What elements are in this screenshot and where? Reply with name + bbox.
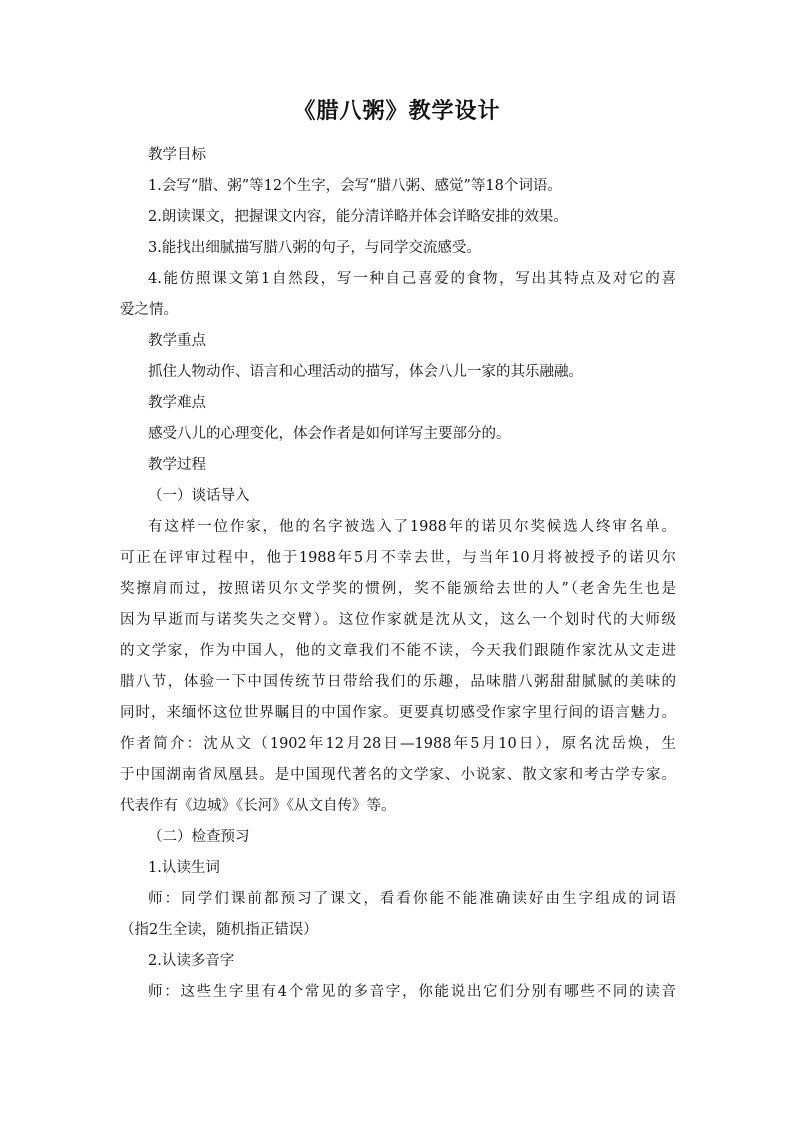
intro-paragraph-line-5: 的文学家，作为中国人，他的文章我们不能不读，今天我们跟随作家沈从文走进 — [120, 643, 676, 659]
goal-4-line-2: 爱之情。 — [120, 302, 178, 318]
intro-paragraph-line-4: 因为早逝而与诺奖失之交臂）。这位作家就是沈从文，这么一个划时代的大师级 — [120, 612, 676, 628]
section-intro-heading: （一）谈话导入 — [148, 488, 250, 504]
intro-paragraph-line-7: 同时，来缅怀这位世界瞩目的中国作家。更要真切感受作家字里行间的语言魅力。 — [120, 705, 676, 721]
section-preview-heading: （二）检查预习 — [148, 829, 250, 845]
preview-text-1-line-1: 师：同学们课前都预习了课文，看看你能不能准确读好由生字组成的词语 — [148, 891, 676, 907]
preview-text-1-line-2: （指2生全读，随机指正错误） — [120, 922, 318, 938]
heading-teaching-process: 教学过程 — [148, 457, 206, 473]
intro-paragraph-line-6: 腊八节，体验一下中国传统节日带给我们的乐趣，品味腊八粥甜甜腻腻的美味的 — [120, 674, 676, 690]
difficulties-text: 感受八儿的心理变化，体会作者是如何详写主要部分的。 — [148, 426, 511, 442]
author-intro-line-3: 代表作有《边城》《长河》《从文自传》等。 — [120, 798, 396, 814]
author-intro-line-1: 作者简介：沈从文（1902年12月28日—1988年5月10日），原名沈岳焕，生 — [120, 736, 676, 752]
intro-paragraph-line-3: 奖擦肩而过，按照诺贝尔文学奖的惯例，奖不能颁给去世的人”（老舍先生也是 — [120, 581, 676, 597]
intro-paragraph-line-2: 可正在评审过程中，他于1988年5月不幸去世，与当年10月将被授予的诺贝尔 — [120, 550, 676, 566]
document-title: 《腊八粥》教学设计 — [293, 99, 501, 124]
goal-3: 3.能找出细腻描写腊八粥的句子，与同学交流感受。 — [148, 240, 481, 256]
goal-4-line-1: 4.能仿照课文第1自然段，写一种自己喜爱的食物，写出其特点及对它的喜 — [148, 271, 676, 287]
author-intro-line-2: 于中国湖南省凤凰县。是中国现代著名的文学家、小说家、散文家和考古学专家。 — [120, 767, 676, 783]
preview-text-2-line-1: 师：这些生字里有4个常见的多音字，你能说出它们分别有哪些不同的读音 — [148, 984, 676, 1000]
goal-1: 1.会写“腊、粥”等12个生字，会写“腊八粥、感觉”等18个词语。 — [148, 178, 562, 194]
heading-key-points: 教学重点 — [148, 333, 206, 349]
intro-paragraph-line-1: 有这样一位作家，他的名字被选入了1988年的诺贝尔奖候选人终审名单。 — [148, 519, 676, 535]
preview-item-2: 2.认读多音字 — [148, 953, 235, 969]
heading-difficulties: 教学难点 — [148, 395, 206, 411]
preview-item-1: 1.认读生词 — [148, 860, 220, 876]
key-points-text: 抓住人物动作、语言和心理活动的描写，体会八儿一家的其乐融融。 — [148, 364, 583, 380]
heading-teaching-goals: 教学目标 — [148, 147, 206, 163]
goal-2: 2.朗读课文，把握课文内容，能分清详略并体会详略安排的效果。 — [148, 209, 568, 225]
